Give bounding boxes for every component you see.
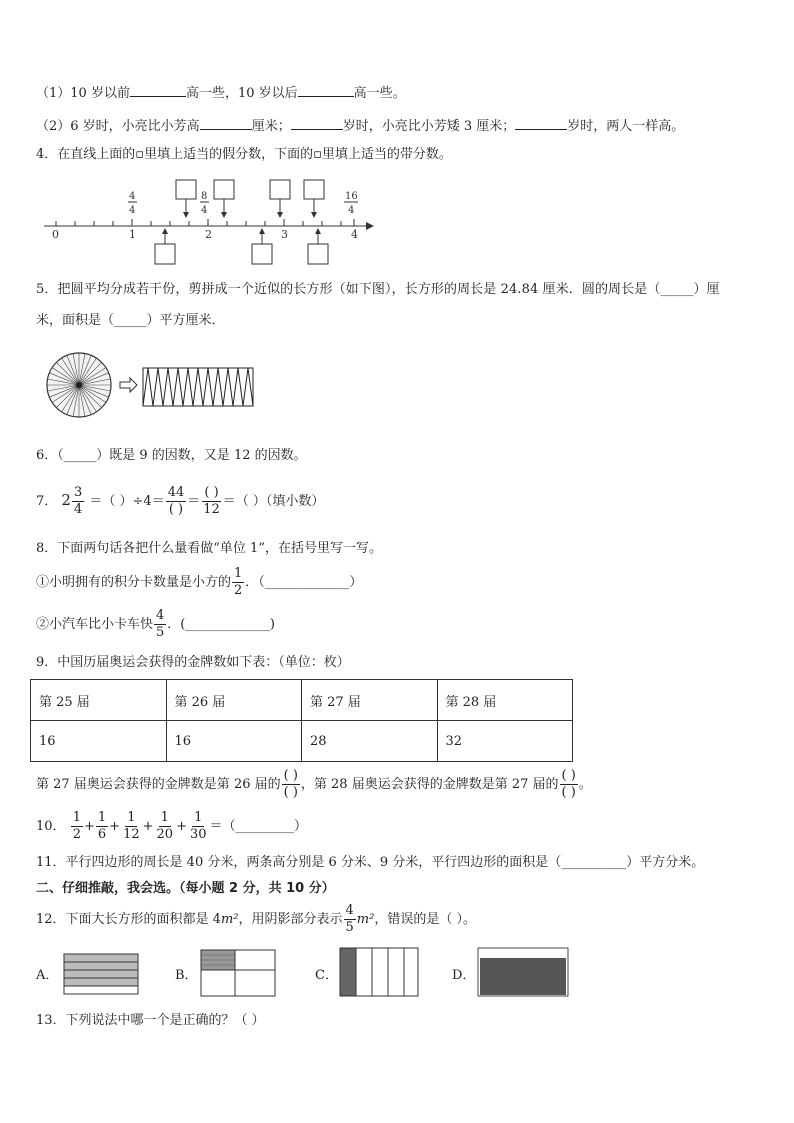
answer-box[interactable]: [155, 244, 175, 264]
answer-blank[interactable]: [200, 115, 252, 130]
tick-marks: [56, 219, 354, 226]
q5-line1: 5．把圆平均分成若干份，剪拼成一个近似的长方形（如下图），长方形的周长是 24.84 厘米．圆的周长是（_____）厘: [36, 282, 720, 297]
q9-after: 第 27 届奥运会获得的金牌数是第 26 届的 $\frac{( )}{( )}$ ，第 28 届奥运会获得的金牌数是第 27 届的 $\frac{( )}{( )}$ 。: [36, 768, 592, 800]
circle-rectangle-figure: [42, 352, 262, 422]
answer-box[interactable]: [252, 244, 272, 264]
option-c-figure[interactable]: [338, 944, 424, 1000]
fraction: $\frac{1}{6}$: [97, 810, 107, 842]
table-cell: 16: [31, 721, 167, 762]
fraction-label: 4: [348, 205, 355, 216]
fraction-label: 16: [345, 191, 358, 202]
fraction: $\frac{1}{2}$: [72, 810, 81, 842]
table-header-cell: 第 28 届: [437, 680, 573, 721]
q6-text: 6．（_____）既是 9 的因数，又是 12 的因数。: [36, 448, 307, 463]
q3-line2: （2）6 岁时，小亮比小芳高 厘米； 岁时，小亮比小芳矮 3 厘米； 岁时，两人一样高。: [36, 115, 684, 137]
option-c-label[interactable]: C．: [315, 968, 338, 983]
answer-blank[interactable]: [130, 82, 186, 97]
answer-blank[interactable]: [298, 82, 354, 97]
answer-box[interactable]: [176, 180, 196, 199]
fraction: $\frac{( )}{12}$: [203, 485, 220, 517]
circle-sectors-icon: [47, 353, 111, 417]
answer-blank[interactable]: [515, 115, 567, 130]
medal-table: [30, 679, 573, 762]
fraction: $\frac{1}{30}$: [189, 810, 207, 842]
fraction: $\frac{1}{20}$: [156, 810, 174, 842]
table-cell: 32: [437, 721, 573, 762]
answer-blank[interactable]: [291, 115, 343, 130]
q8-s1: ①小明拥有的积分卡数量是小方的 $\frac{1}{2}$ ．（_____________）: [36, 566, 363, 598]
q7-line: 7． 2 $\frac{3}{4}$ ＝（ ）÷4＝ $\frac{44}{( )}$ ＝ $\frac{( )}{12}$ ＝（ ）（填小数）: [36, 485, 325, 517]
fraction: $\frac{3}{4}$: [73, 485, 83, 517]
tick-label: 4: [351, 228, 358, 241]
q4-text: 4．在直线上面的▫里填上适当的假分数，下面的▫里填上适当的带分数。: [36, 147, 452, 162]
option-b-figure[interactable]: [199, 948, 279, 1000]
option-d-figure[interactable]: [476, 946, 572, 1000]
fraction[interactable]: $\frac{( )}{( )}$: [561, 768, 576, 800]
fraction: $\frac{4}{5}$: [345, 903, 354, 935]
tick-label: 2: [205, 228, 212, 241]
option-b-label[interactable]: B．: [175, 968, 198, 983]
tick-label: 3: [281, 228, 288, 241]
fraction-label: 4: [129, 191, 136, 202]
table-cell: 16: [166, 721, 302, 762]
table-row: [31, 721, 573, 762]
q8-text: 8．下面两句话各把什么量看做“单位 1”，在括号里写一写。: [36, 541, 382, 556]
fraction: $\frac{44}{( )}$: [167, 485, 185, 517]
q3-line1: （1）10 岁以前 高一些，10 岁以后 高一些。: [36, 82, 406, 104]
number-line-figure: [36, 172, 376, 272]
q10-line: 10． $\frac{1}{2}$ + $\frac{1}{6}$ + $\frac{1}{12}$ + $\frac{1}{20}$ + $\frac{1}{30}$ ＝（_________）: [36, 810, 308, 842]
answer-box[interactable]: [308, 244, 328, 264]
table-row: [31, 680, 573, 721]
q12-line: 12．下面大长方形的面积都是 4m²，用阴影部分表示 $\frac{4}{5}$ m²，错误的是（ ）。: [36, 903, 476, 935]
up-arrow-icons: [162, 228, 321, 234]
q13-text: 13．下列说法中哪一个是正确的？（ ）: [36, 1013, 265, 1028]
arrow-head-icon: [366, 222, 374, 230]
tick-label: 1: [129, 228, 136, 241]
fraction: $\frac{4}{5}$: [156, 608, 165, 640]
q5-line2: 米，面积是（_____）平方厘米．: [36, 313, 225, 328]
q8-s2: ②小汽车比小卡车快 $\frac{4}{5}$ ．(_____________): [36, 608, 275, 640]
table-header-cell: 第 26 届: [166, 680, 302, 721]
option-d-label[interactable]: D．: [452, 968, 476, 983]
answer-box[interactable]: [270, 180, 290, 199]
table-header-cell: 第 25 届: [31, 680, 167, 721]
q9-text: 9．中国历届奥运会获得的金牌数如下表：（单位：枚）: [36, 655, 350, 670]
right-arrow-icon: [120, 378, 137, 392]
fraction-label: 4: [129, 205, 136, 216]
answer-box[interactable]: [304, 180, 324, 199]
table-cell: 28: [302, 721, 438, 762]
fraction-label: 4: [201, 205, 208, 216]
tick-label: 0: [52, 228, 59, 241]
answer-box[interactable]: [214, 180, 234, 199]
option-a-label[interactable]: A．: [36, 968, 59, 983]
section-title: 二、仔细推敲，我会选。（每小题 2 分，共 10 分）: [36, 881, 335, 896]
fraction[interactable]: $\frac{( )}{( )}$: [283, 768, 298, 800]
fraction: $\frac{1}{2}$: [234, 566, 243, 598]
rearranged-rectangle-icon: [143, 368, 253, 406]
q11-text: 11．平行四边形的周长是 40 分米，两条高分别是 6 分米、9 分米，平行四边形的面积是（__________）平方分米。: [36, 855, 705, 870]
fraction: $\frac{1}{12}$: [123, 810, 140, 842]
fraction-label: 8: [201, 191, 208, 202]
table-header-cell: 第 27 届: [302, 680, 438, 721]
option-a-figure[interactable]: [62, 950, 142, 998]
